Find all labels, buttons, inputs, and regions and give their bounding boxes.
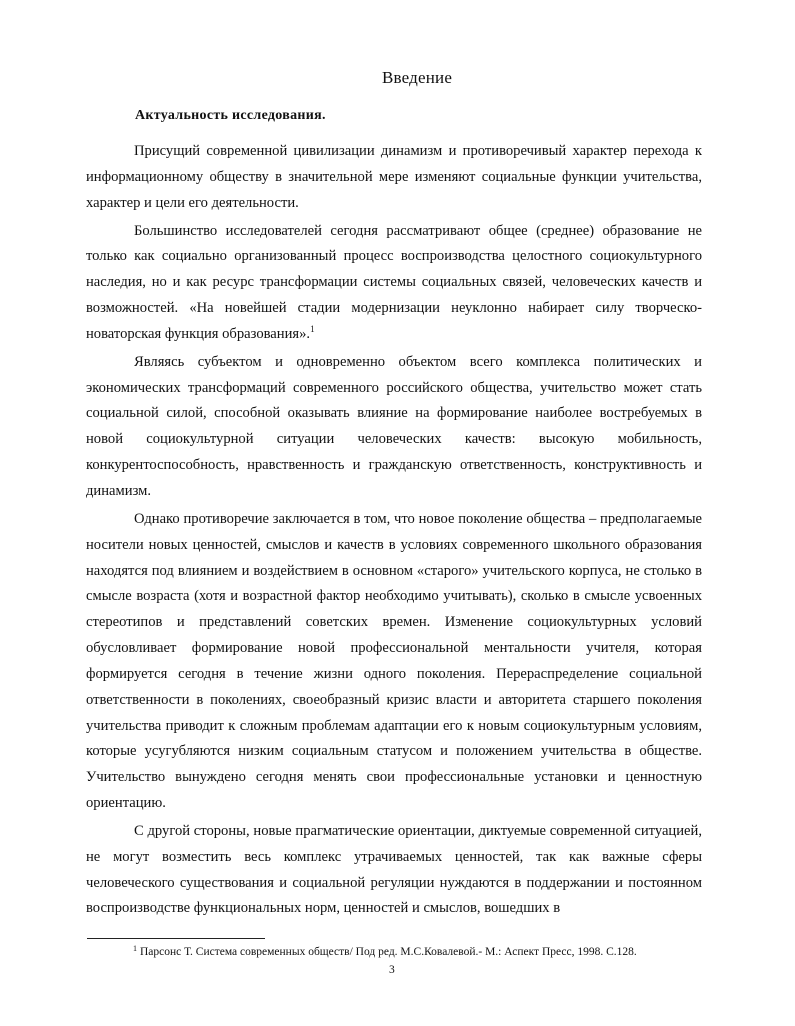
footnote — [133, 946, 637, 958]
paragraph-1: Присущий современной цивилизации динамизм и противоречивый характер перехода к информационному обществу в значительной мере изменяют социальные функции учительства, характер и цели его деятельности. — [86, 143, 702, 211]
section-heading: Актуальность исследования. — [135, 108, 326, 123]
paragraph-5: С другой стороны, новые прагматические ориентации, диктуемые современной ситуацией, не могут возместить весь комплекс утрачиваемых ценностей, так как важные сферы человеческого существования и социальной регуляции нуждаются в поддержании и постоянном воспроизводстве функциональных норм, ценностей и смыслов, вошедших в — [86, 822, 702, 917]
paragraph-3: Являясь субъектом и одновременно объектом всего комплекса политических и экономических трансформаций современного российского общества, учительство может стать социальной силой, способной оказывать влияние на формирование наиболее востребуемых в новой социокультурной ситуации человеческих качеств: высокую мобильность, конкурентоспособность, нравственность и гражданскую ответственность, конструктивность и динамизм. — [86, 353, 702, 499]
page-title: Введение — [381, 68, 453, 87]
paragraph-2: Большинство исследователей сегодня рассматривают общее (среднее) образование не только как социально организованный процесс воспроизводства целостного социокультурного наследия, но и как ресурс трансформации системы социальных связей, человеческих качеств и возможностей. «На новейшей стадии модернизации неуклонно набирает силу творческо-новаторская функция образования».$^1$ — [86, 222, 702, 342]
footnote-number: 1 — [133, 944, 137, 953]
paragraph-4: Однако противоречие заключается в том, что новое поколение общества – предполагаемые носители новых ценностей, смыслов и качеств в условиях современного школьного образования находятся под влиянием и воздействием в основном «старого» учительского корпуса, не столько в смысле возраста (хотя и возрастной фактор необходимо учитывать), сколько в смысле усвоенных стереотипов и представлений советских времен. Изменение социокультурных условий обусловливает формирование новой профессиональной ментальности учителя, которая формируется сегодня в течение жизни одного поколения. Перераспределение социальной ответственности в поколениях, своеобразный кризис власти и авторитета старшего поколения учительства приводит к сложным проблемам адаптации его к новым социокультурным условиям, которые усугубляются низким социальным статусом и положением учительства в обществе. Учительство вынуждено сегодня менять свои профессиональные установки и ценностную ориентацию. — [86, 510, 702, 812]
footnote-divider — [87, 938, 265, 939]
footnote-reference: 1 — [310, 323, 315, 334]
page-number: 3 — [389, 964, 395, 976]
body-text — [86, 139, 702, 922]
footnote-text: Парсонс Т. Система современных обществ/ Под ред. М.С.Ковалевой.- М.: Аспект Пресс, 1998. С.128. — [140, 946, 637, 958]
